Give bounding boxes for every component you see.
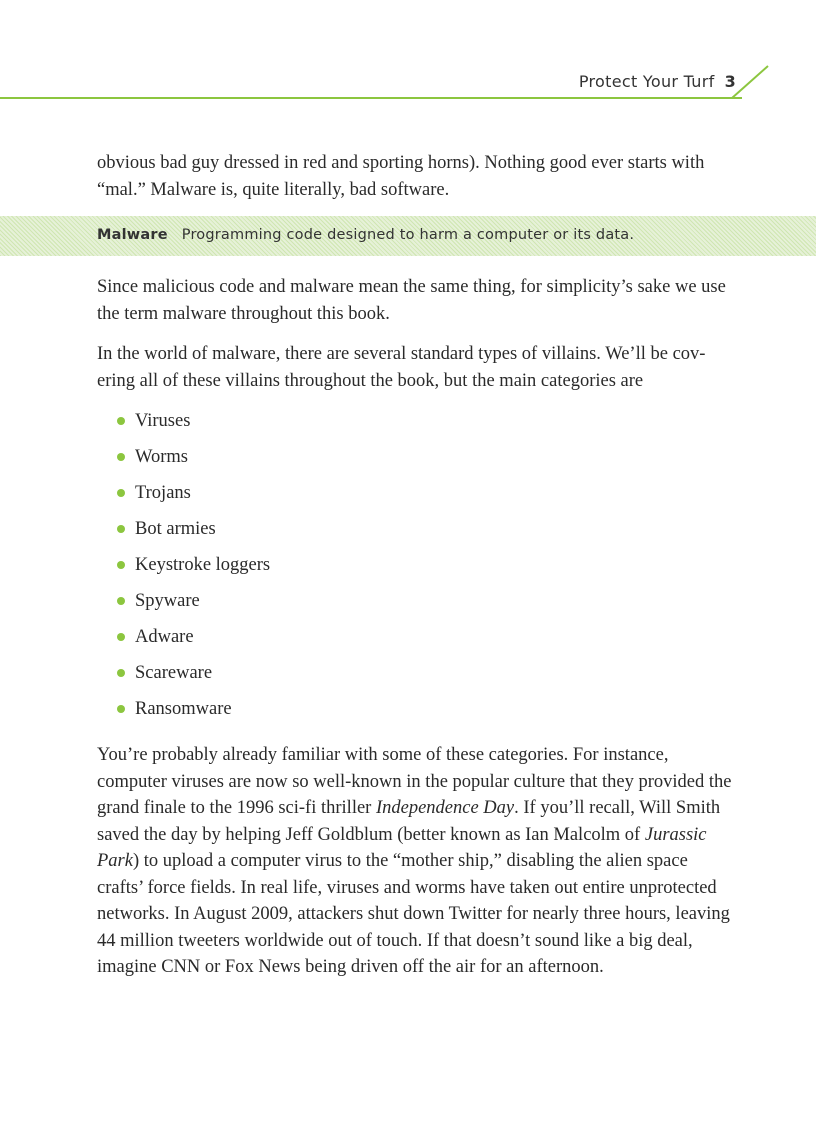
bullet-icon <box>117 525 125 533</box>
list-item: Trojans <box>117 480 737 516</box>
page-number: 3 <box>724 72 736 91</box>
malware-categories-list <box>97 408 737 732</box>
header-slash-decoration <box>730 60 770 100</box>
list-item: Viruses <box>117 408 737 444</box>
list-item: Scareware <box>117 660 737 696</box>
paragraph-4: You’re probably already familiar with some of these categories. For instance, computer viruses are now so well-known in the popular culture that they provided the grand finale to the 1996 sci-fi thriller Independence Day. If you’ll recall, Will Smith saved the day by helping Jeff Goldblum (better known as Ian Malcolm of Jurassic Park) to upload a computer virus to the “mother ship,” disabling the alien space crafts’ force fields. In real life, viruses and worms have taken out entire unprotected networks. In August 2009, attackers shut down Twitter for nearly three hours, leaving 44 million tweeters worldwide out of touch. If that doesn’t sound like a big deal, imagine CNN or Fox News being driven off the air for an afternoon. <box>97 745 732 977</box>
list-item: Adware <box>117 624 737 660</box>
bullet-icon <box>117 489 125 497</box>
list-item: Ransomware <box>117 696 737 732</box>
paragraph-2: Since malicious code and malware mean the same thing, for simplicity’s sake we use the term malware throughout this book. <box>97 277 726 324</box>
running-header <box>540 72 736 91</box>
page-body-top <box>97 150 737 217</box>
paragraph-3: In the world of malware, there are several standard types of villains. We’ll be cov-ering all of these villains throughout the book, but the main categories are <box>97 344 706 391</box>
bullet-icon <box>117 705 125 713</box>
header-rule <box>0 97 742 99</box>
definition-box <box>0 216 816 256</box>
page-body <box>97 274 737 995</box>
definition-term: Malware <box>97 227 168 243</box>
bullet-icon <box>117 417 125 425</box>
bullet-icon <box>117 453 125 461</box>
list-item: Worms <box>117 444 737 480</box>
film-title-independence-day: Independence Day <box>375 798 515 818</box>
bullet-icon <box>117 561 125 569</box>
bullet-icon <box>117 633 125 641</box>
list-item: Spyware <box>117 588 737 624</box>
bullet-icon <box>117 669 125 677</box>
running-title: Protect Your Turf <box>578 72 715 91</box>
paragraph-1: obvious bad guy dressed in red and sporting horns). Nothing good ever starts with “mal.” Malware is, quite literally, bad software. <box>97 153 705 200</box>
bullet-icon <box>117 597 125 605</box>
definition-text: Programming code designed to harm a computer or its data. <box>181 227 635 243</box>
list-item: Bot armies <box>117 516 737 552</box>
list-item: Keystroke loggers <box>117 552 737 588</box>
film-title-jurassic-park: Jurassic Park <box>97 824 707 871</box>
